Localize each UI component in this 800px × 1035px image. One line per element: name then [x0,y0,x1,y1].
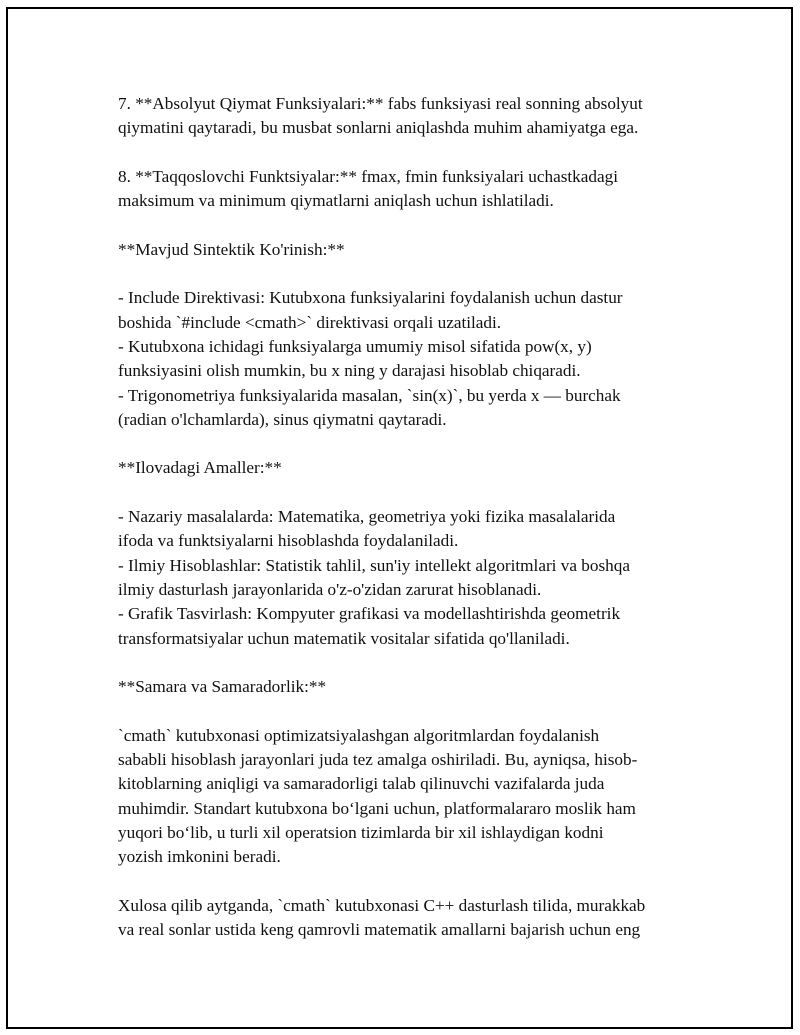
section-heading-syntax [118,238,693,262]
list-line: - Kutubxona ichidagi funksiyalarga umumiy misol sifatida pow(x, y) [118,336,592,356]
heading-text: **Ilovadagi Amaller:** [118,458,282,478]
list-line: - Grafik Tasvirlash: Kompyuter grafikasi va modellashtirishda geometrik [118,604,621,624]
list-line: - Include Direktivasi: Kutubxona funksiyalarini foydalanish uchun dastur [118,288,623,308]
text-line: 7. **Absolyut Qiymat Funksiyalari:** fabs funksiyasi real sonning absolyut [118,94,643,113]
text-line: maksimum va minimum qiymatlarni aniqlash uchun ishlatiladi. [118,191,554,211]
section-heading-applications [118,456,693,480]
document-body [118,92,693,967]
list-line: boshida `#include <cmath>` direktivasi orqali uzatiladi. [118,312,502,332]
section-heading-efficiency [118,675,693,699]
list-line: funksiyasini olish mumkin, bu x ning y darajasi hisoblab chiqaradi. [118,361,581,381]
list-line: transformatsiyalar uchun matematik vositalar sifatida qo'llaniladi. [118,628,570,648]
paragraph-efficiency [118,724,693,870]
text-line: `cmath` kutubxonasi optimizatsiyalashgan algoritmlardan foydalanish [118,725,600,745]
heading-text: **Samara va Samaradorlik:** [118,677,327,697]
text-line: yuqori bo‘lib, u turli xil operatsion tizimlarda bir xil ishlaydigan kodni [118,822,604,842]
text-line: Xulosa qilib aytganda, `cmath` kutubxonasi C++ dasturlash tilida, murakkab [118,895,646,915]
list-line: - Trigonometriya funksiyalarida masalan, `sin(x)`, bu yerda x — burchak [118,385,621,405]
text-line: muhimdir. Standart kutubxona bo‘lgani uchun, platformalararo moslik ham [118,798,636,818]
paragraph-applications-list [118,505,693,651]
text-line: sababli hisoblash jarayonlari juda tez amalga oshiriladi. Bu, ayniqsa, hisob- [118,750,638,770]
list-line: - Ilmiy Hisoblashlar: Statistik tahlil, sun'iy intellekt algoritmlari va boshqa [118,555,630,575]
text-line: kitoblarning aniqligi va samaradorligi talab qilinuvchi vazifalarda juda [118,774,605,794]
list-line: ilmiy dasturlash jarayonlarida o'z-o'zidan zarurat hisoblanadi. [118,579,542,599]
text-line: va real sonlar ustida keng qamrovli matematik amallarni bajarish uchun eng [118,920,641,940]
heading-text: **Mavjud Sintektik Ko'rinish:** [118,239,345,259]
text-line: yozish imkonini beradi. [118,847,281,867]
paragraph-absolute-value-functions [118,92,693,141]
paragraph-conclusion [118,894,693,943]
paragraph-syntax-list [118,286,693,432]
list-line: (radian o'lchamlarda), sinus qiymatni qaytaradi. [118,409,447,429]
text-line: 8. **Taqqoslovchi Funktsiyalar:** fmax, fmin funksiyalari uchastkadagi [118,166,618,186]
list-line: ifoda va funktsiyalarni hisoblashda foydalaniladi. [118,531,459,551]
paragraph-comparison-functions [118,165,693,214]
list-line: - Nazariy masalalarda: Matematika, geometriya yoki fizika masalalarida [118,507,616,527]
text-line: qiymatini qaytaradi, bu musbat sonlarni aniqlashda muhim ahamiyatga ega. [118,118,639,138]
